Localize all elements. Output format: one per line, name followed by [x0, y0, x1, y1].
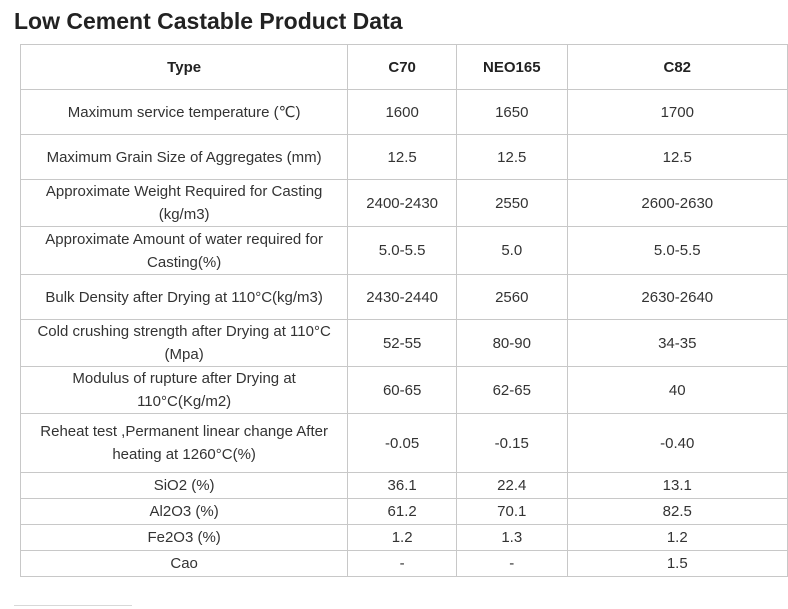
divider: [14, 605, 132, 606]
cell-c82: 34-35: [567, 320, 787, 367]
table-row: [21, 180, 788, 227]
cell-neo165: 62-65: [457, 367, 568, 414]
row-label: Approximate Weight Required for Casting (kg/m3): [21, 180, 348, 227]
cell-c82: 12.5: [567, 135, 787, 180]
cell-neo165: 2560: [457, 275, 568, 320]
cell-c70: 2400-2430: [348, 180, 457, 227]
header-c82: C82: [567, 45, 787, 90]
cell-c70: 61.2: [348, 499, 457, 525]
cell-c82: -0.40: [567, 414, 787, 473]
cell-neo165: 80-90: [457, 320, 568, 367]
cell-neo165: -0.15: [457, 414, 568, 473]
cell-neo165: 70.1: [457, 499, 568, 525]
table-header-row: [21, 45, 788, 90]
table-row: [21, 525, 788, 551]
table-row: [21, 135, 788, 180]
cell-c82: 13.1: [567, 473, 787, 499]
table-row: [21, 275, 788, 320]
header-neo165: NEO165: [457, 45, 568, 90]
table-row: [21, 90, 788, 135]
cell-c70: 2430-2440: [348, 275, 457, 320]
cell-neo165: -: [457, 551, 568, 577]
table-row: [21, 473, 788, 499]
row-label: Reheat test ,Permanent linear change After heating at 1260°C(%): [21, 414, 348, 473]
row-label: Fe2O3 (%): [21, 525, 348, 551]
header-c70: C70: [348, 45, 457, 90]
row-label: Al2O3 (%): [21, 499, 348, 525]
page-title: Low Cement Castable Product Data: [14, 8, 403, 34]
cell-c82: 2600-2630: [567, 180, 787, 227]
cell-c70: 5.0-5.5: [348, 227, 457, 275]
cell-c70: 60-65: [348, 367, 457, 414]
cell-c82: 82.5: [567, 499, 787, 525]
row-label: SiO2 (%): [21, 473, 348, 499]
cell-neo165: 2550: [457, 180, 568, 227]
cell-c82: 1.2: [567, 525, 787, 551]
cell-neo165: 12.5: [457, 135, 568, 180]
cell-c82: 5.0-5.5: [567, 227, 787, 275]
cell-neo165: 1.3: [457, 525, 568, 551]
cell-c70: -: [348, 551, 457, 577]
row-label: Maximum Grain Size of Aggregates (mm): [21, 135, 348, 180]
cell-c70: 12.5: [348, 135, 457, 180]
row-label: Cao: [21, 551, 348, 577]
table-row: [21, 367, 788, 414]
row-label: Bulk Density after Drying at 110°C(kg/m3): [21, 275, 348, 320]
cell-c82: 1700: [567, 90, 787, 135]
cell-c70: 36.1: [348, 473, 457, 499]
row-label: Maximum service temperature (℃): [21, 90, 348, 135]
row-label: Approximate Amount of water required for Casting(%): [21, 227, 348, 275]
table-row: [21, 499, 788, 525]
table-row: [21, 414, 788, 473]
header-type: Type: [21, 45, 348, 90]
cell-neo165: 1650: [457, 90, 568, 135]
cell-c70: 1.2: [348, 525, 457, 551]
cell-c82: 40: [567, 367, 787, 414]
cell-c70: 52-55: [348, 320, 457, 367]
table-row: [21, 551, 788, 577]
cell-neo165: 22.4: [457, 473, 568, 499]
cell-c82: 2630-2640: [567, 275, 787, 320]
table-row: [21, 227, 788, 275]
product-data-table: [20, 44, 788, 577]
cell-neo165: 5.0: [457, 227, 568, 275]
cell-c70: -0.05: [348, 414, 457, 473]
row-label: Modulus of rupture after Drying at 110°C(Kg/m2): [21, 367, 348, 414]
cell-c70: 1600: [348, 90, 457, 135]
cell-c82: 1.5: [567, 551, 787, 577]
table-row: [21, 320, 788, 367]
row-label: Cold crushing strength after Drying at 110°C (Mpa): [21, 320, 348, 367]
